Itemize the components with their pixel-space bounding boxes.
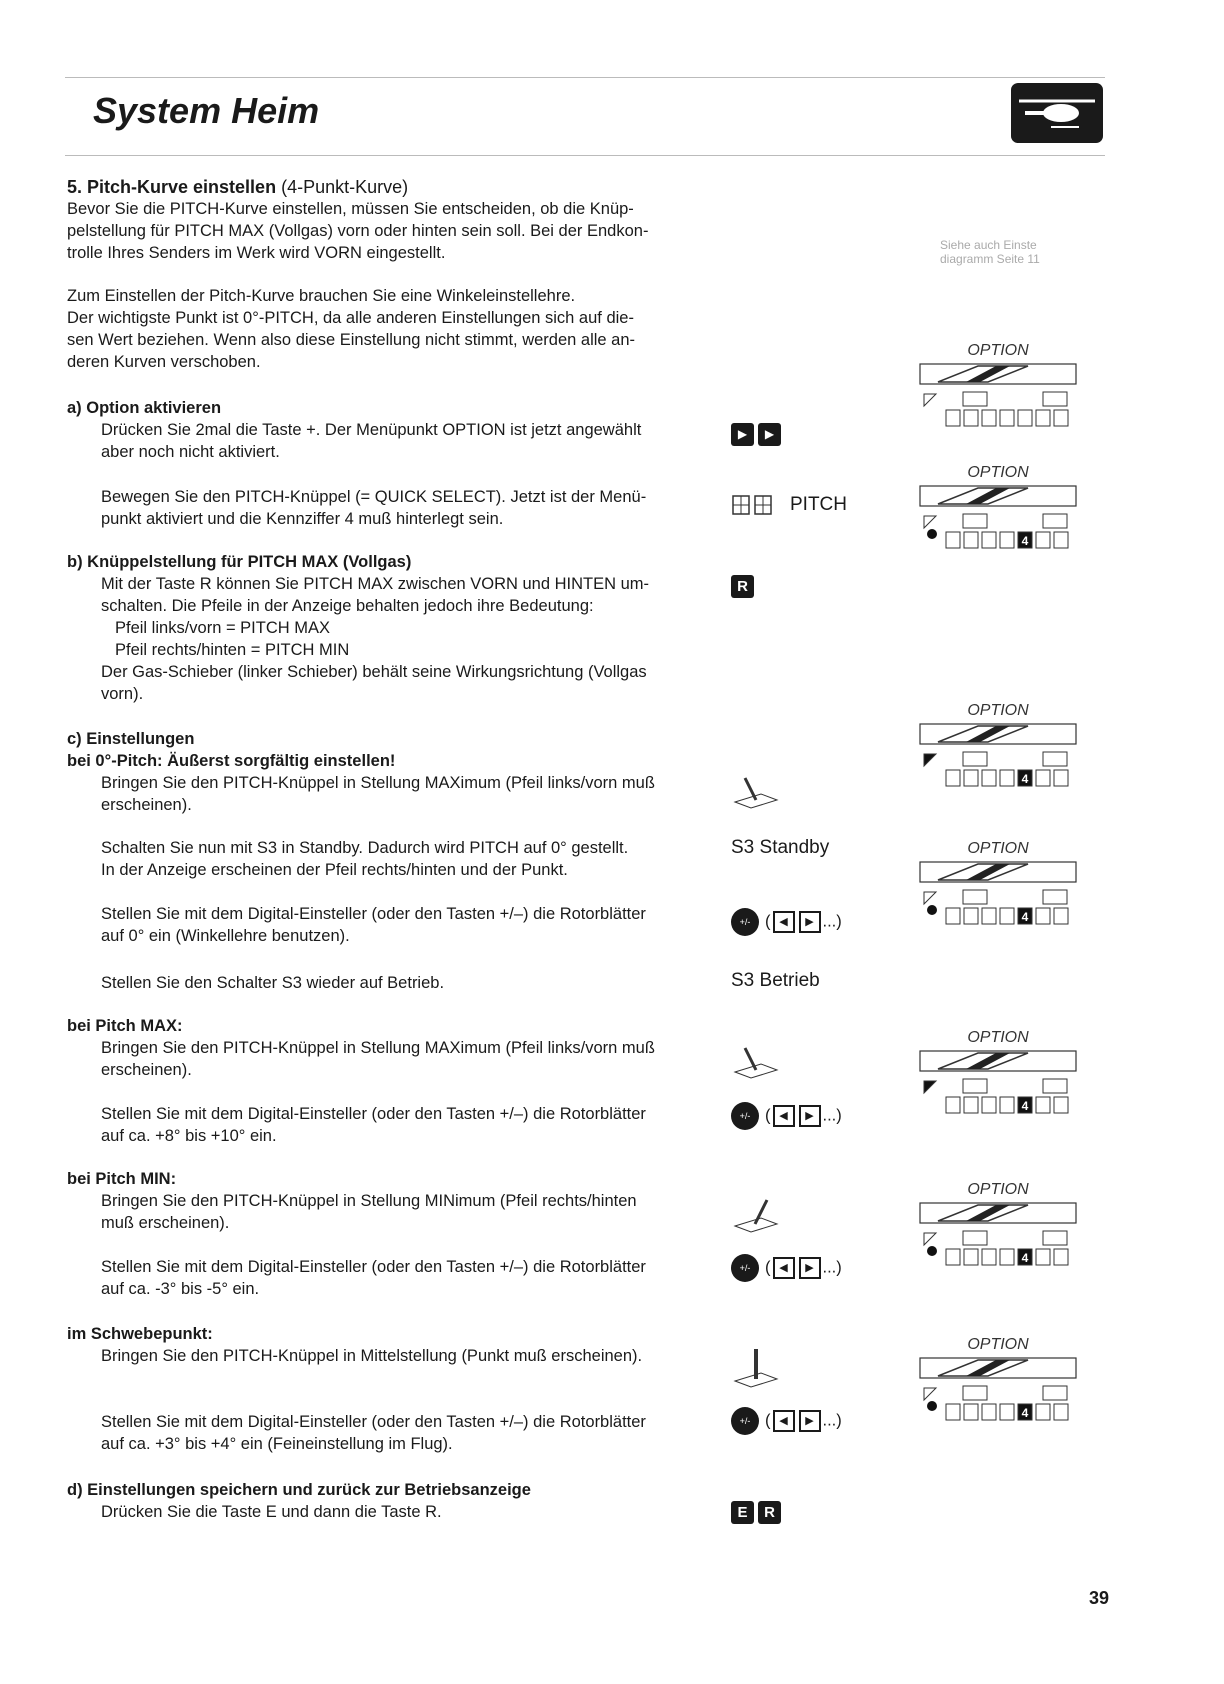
page-number: 39 (1089, 1588, 1110, 1608)
display-cell (1000, 532, 1014, 548)
display-cell (964, 532, 978, 548)
paragraph-c2: Schalten Sie nun mit S3 in Standby. Dadurch wird PITCH auf 0° gestellt. In der Anzeige erscheinen der Pfeil rechts/hinten und der Punkt. (101, 839, 629, 879)
display-cell (1000, 1249, 1014, 1265)
display-cell (946, 410, 960, 426)
stick-center-icon (731, 1343, 781, 1394)
dot-indicator (927, 1401, 937, 1411)
s3-standby-label: S3 Standby (731, 837, 830, 858)
option-display: OPTION 4 (918, 1336, 1078, 1421)
display-cell (982, 410, 996, 426)
display-cell (964, 1404, 978, 1420)
key-r: R (731, 575, 758, 598)
heading-a: a) Option aktivieren (67, 399, 222, 417)
paragraph-c3: Stellen Sie mit dem Digital-Einsteller (oder den Tasten +/–) die Rotorblätter auf 0° ein (Winkellehre benutzen). (101, 905, 646, 945)
display-cell (964, 908, 978, 924)
plus-key-icon: ▶ (758, 423, 781, 446)
display-cell (964, 1249, 978, 1265)
display-digit: 4 (1021, 1406, 1029, 1420)
paragraph-hover1: Bringen Sie den PITCH-Knüppel in Mittelstellung (Punkt muß erscheinen). (101, 1347, 643, 1365)
option-display: OPTION 4 (918, 840, 1078, 925)
dial-icon: +/- (731, 1407, 759, 1435)
display-cell (982, 532, 996, 548)
paragraph-a1: Drücken Sie 2mal die Taste +. Der Menüpunkt OPTION ist jetzt angewählt aber noch nicht aktiviert. (101, 421, 642, 461)
arrow-indicator (924, 1388, 936, 1400)
page-title: System Heim (93, 90, 320, 131)
dial-sequence: +/- ( ◀ ▶ ...) (731, 1407, 842, 1435)
plus-key-icon: ▶ (799, 1105, 821, 1127)
option-display: OPTION 4 (918, 464, 1078, 549)
display-cell (1054, 1404, 1068, 1420)
display-cell (946, 908, 960, 924)
arrow-indicator (924, 1081, 936, 1093)
dial-icon: +/- (731, 908, 759, 936)
minus-key-icon: ◀ (773, 1257, 795, 1279)
display-cell (1018, 410, 1032, 426)
display-digit: 4 (1021, 772, 1029, 786)
display-cell (964, 1097, 978, 1113)
option-display: OPTION (918, 342, 1078, 427)
dial-icon: +/- (731, 1254, 759, 1282)
heading-pitch-max: bei Pitch MAX: (67, 1017, 183, 1035)
display-cell (1000, 410, 1014, 426)
minus-key-icon: ◀ (773, 1105, 795, 1127)
minus-key-icon: ◀ (773, 1410, 795, 1432)
display-cell (1000, 770, 1014, 786)
display-cell (1054, 1097, 1068, 1113)
plus-key-icon: ▶ (799, 1410, 821, 1432)
s3-betrieb-label: S3 Betrieb (731, 970, 820, 991)
display-cell (1054, 532, 1068, 548)
dot-indicator (927, 905, 937, 915)
display-cell (946, 770, 960, 786)
dial-sequence: +/- ( ◀ ▶ ...) (731, 1102, 842, 1130)
paragraph-min1: Bringen Sie den PITCH-Knüppel in Stellung MINimum (Pfeil rechts/hinten muß erscheinen). (101, 1192, 637, 1232)
arrow-indicator (924, 1233, 936, 1245)
paragraph-min2: Stellen Sie mit dem Digital-Einsteller (oder den Tasten +/–) die Rotorblätter auf ca. -3° bis -5° ein. (101, 1258, 646, 1298)
display-cell (1036, 1404, 1050, 1420)
display-cell (946, 1404, 960, 1420)
paragraph-a2: Bewegen Sie den PITCH-Knüppel (= QUICK SELECT). Jetzt ist der Menü- punkt aktiviert und die Kennziffer 4 muß hinterlegt sein. (101, 488, 647, 528)
display-cell (1054, 410, 1068, 426)
arrow-indicator (924, 892, 936, 904)
display-digit: 4 (1021, 534, 1029, 548)
arrow-indicator (924, 754, 936, 766)
minus-key-icon: ◀ (773, 911, 795, 933)
dot-indicator (927, 1246, 937, 1256)
arrow-indicator (924, 516, 936, 528)
display-digit: 4 (1021, 1251, 1029, 1265)
helicopter-icon (1011, 83, 1103, 143)
stick-icon (731, 490, 775, 525)
paragraph-b: Mit der Taste R können Sie PITCH MAX zwischen VORN und HINTEN um- schalten. Die Pfeile in der Anzeige behalten jedoch ihre Bedeutung: Pfeil links/vorn = PITCH MAX Pfeil rechts/hinten = PITCH MIN Der Gas-Schieber (linker Schieber) behält seine Wirkungsrichtung (Vollgas vorn). (101, 575, 650, 703)
option-display: OPTION 4 (918, 1181, 1078, 1266)
plus-key-icon: ▶ (799, 1257, 821, 1279)
dial-icon: +/- (731, 1102, 759, 1130)
heading-c: c) Einstellungen (67, 730, 195, 748)
display-cell (1000, 1097, 1014, 1113)
dot-indicator (927, 529, 937, 539)
heading-d: d) Einstellungen speichern und zurück zur Betriebsanzeige (67, 1481, 531, 1499)
paragraph-c4: Stellen Sie den Schalter S3 wieder auf Betrieb. (101, 974, 445, 992)
subheading-zero-pitch: bei 0°-Pitch: Äußerst sorgfältig einstellen! (67, 752, 396, 770)
heading-hover: im Schwebepunkt: (67, 1325, 213, 1343)
paragraph-max1: Bringen Sie den PITCH-Knüppel in Stellung MAXimum (Pfeil links/vorn muß erscheinen). (101, 1039, 655, 1079)
display-cell (1054, 1249, 1068, 1265)
paragraph-d: Drücken Sie die Taste E und dann die Taste R. (101, 1503, 442, 1521)
display-cell (1036, 770, 1050, 786)
option-display: OPTION 4 (918, 1029, 1078, 1114)
paragraph-c1: Bringen Sie den PITCH-Knüppel in Stellung MAXimum (Pfeil links/vorn muß erscheinen). (101, 774, 655, 814)
display-cell (946, 1097, 960, 1113)
stick-max-icon (731, 1040, 781, 1085)
pitch-label: PITCH (790, 494, 847, 515)
display-cell (982, 908, 996, 924)
dial-sequence: +/- ( ◀ ▶ ...) (731, 908, 842, 936)
display-cell (982, 1097, 996, 1113)
key-e: E (731, 1501, 754, 1524)
display-cell (946, 532, 960, 548)
display-cell (1054, 770, 1068, 786)
sidenote: Siehe auch Einste diagramm Seite 11 (940, 238, 1040, 266)
key-r: R (758, 1501, 781, 1524)
key-sequence-plus (731, 423, 785, 446)
paragraph-hover2: Stellen Sie mit dem Digital-Einsteller (oder den Tasten +/–) die Rotorblätter auf ca. +3° bis +4° ein (Feineinstellung im Flug). (101, 1413, 646, 1453)
intro-paragraph: Bevor Sie die PITCH-Kurve einstellen, müssen Sie entscheiden, ob die Knüp- pelstellung für PITCH MAX (Vollgas) vorn oder hinten sein soll. Bei der Endkon- trolle Ihres Senders im Werk wird VORN eingestellt. (67, 200, 649, 262)
display-cell (1036, 908, 1050, 924)
display-cell (982, 1249, 996, 1265)
heading-pitch-min: bei Pitch MIN: (67, 1170, 177, 1188)
display-cell (1036, 410, 1050, 426)
dial-sequence: +/- ( ◀ ▶ ...) (731, 1254, 842, 1282)
display-cell (1000, 1404, 1014, 1420)
key-sequence-er (731, 1501, 785, 1524)
display-cell (1036, 1097, 1050, 1113)
plus-key-icon: ▶ (799, 911, 821, 933)
display-cell (964, 770, 978, 786)
display-cell (1000, 908, 1014, 924)
heading-b: b) Knüppelstellung für PITCH MAX (Vollgas) (67, 553, 412, 571)
display-cell (946, 1249, 960, 1265)
intro-paragraph-2: Zum Einstellen der Pitch-Kurve brauchen Sie eine Winkeleinstellehre. Der wichtigste Punkt ist 0°-PITCH, da alle anderen Einstellungen sich auf die- sen Wert beziehen. Wenn also diese Einstellung nicht stimmt, werden alle an- deren Kurven verschoben. (67, 287, 636, 371)
stick-min-icon (731, 1190, 781, 1239)
section-heading: 5. Pitch-Kurve einstellen (4-Punkt-Kurve) (67, 177, 409, 197)
option-display: OPTION 4 (918, 702, 1078, 787)
arrow-indicator (924, 394, 936, 406)
stick-max-icon (731, 770, 781, 815)
paragraph-max2: Stellen Sie mit dem Digital-Einsteller (oder den Tasten +/–) die Rotorblätter auf ca. +8° bis +10° ein. (101, 1105, 646, 1145)
display-cell (1036, 532, 1050, 548)
display-cell (1036, 1249, 1050, 1265)
display-cell (1054, 908, 1068, 924)
display-digit: 4 (1021, 910, 1029, 924)
display-cell (964, 410, 978, 426)
display-cell (982, 770, 996, 786)
plus-key-icon: ▶ (731, 423, 754, 446)
display-digit: 4 (1021, 1099, 1029, 1113)
display-cell (982, 1404, 996, 1420)
